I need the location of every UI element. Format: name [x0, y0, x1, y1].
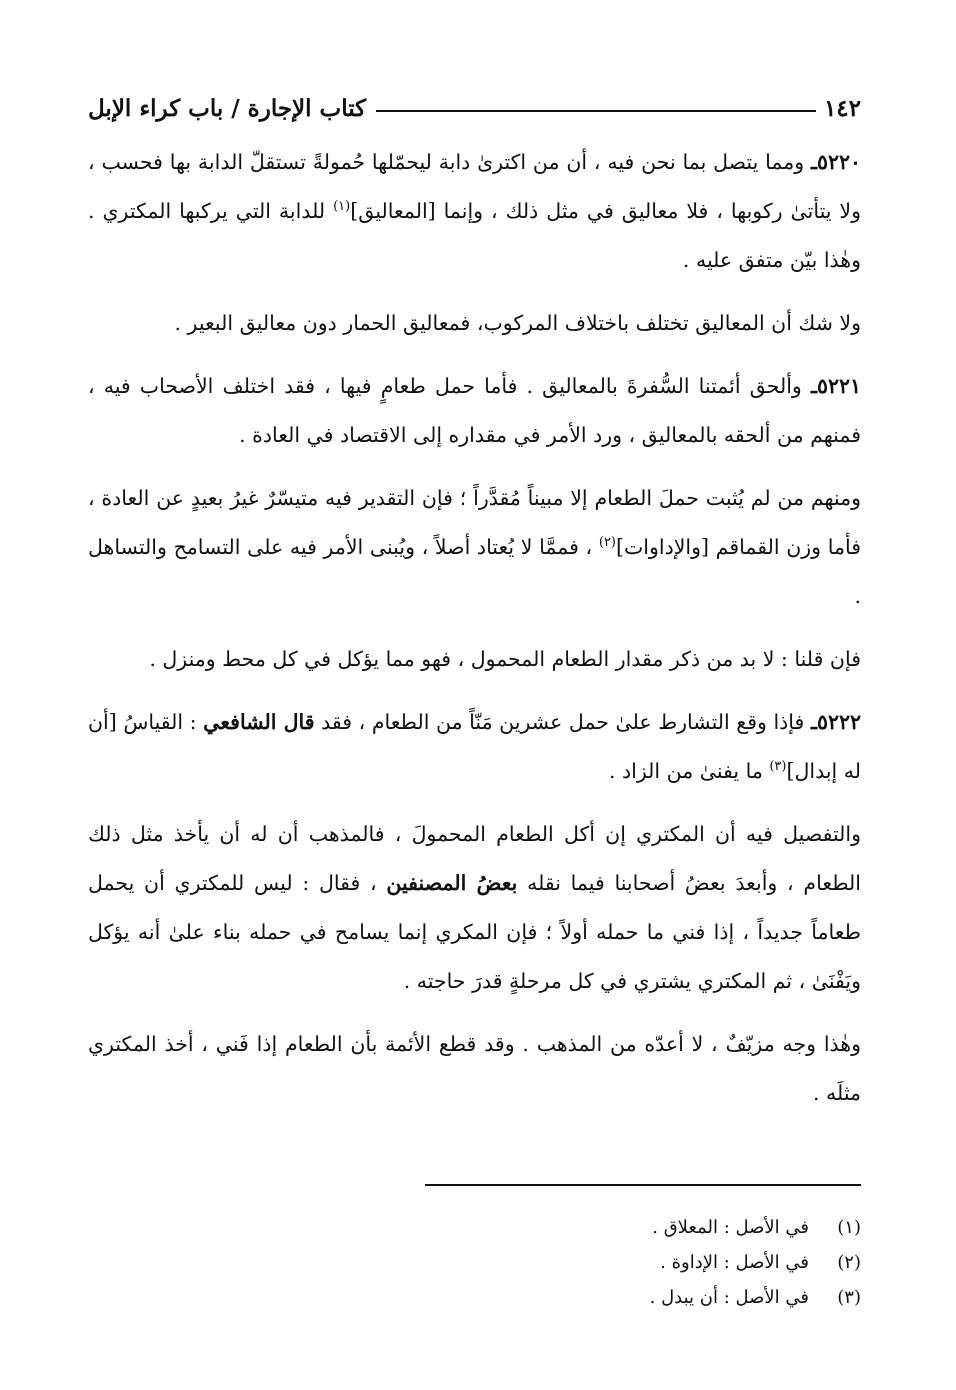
paragraph-text: ، فممَّا لا يُعتاد أصلاً ، ويُبنى الأمر فيه على التسامح والتساهل .: [88, 535, 861, 608]
footnote-ref-3[interactable]: (٣): [769, 759, 787, 775]
paragraph-5221-cont-1: [88, 474, 861, 621]
paragraph-number: ٥٢٢٠ـ: [810, 150, 861, 174]
paragraph-5222-cont-1: [88, 810, 861, 1006]
paragraph-5222: [88, 698, 861, 796]
footnote-number: (٣): [837, 1287, 861, 1308]
footnote-1: [261, 1210, 861, 1245]
page-header: [88, 80, 861, 122]
paragraph-5221-cont-2: [88, 635, 861, 684]
paragraph-text: ما يفنىٰ من الزاد .: [609, 759, 770, 783]
footnote-number: (٢): [837, 1252, 861, 1273]
footnote-number: (١): [837, 1217, 861, 1238]
footnote-text: في الأصل : الإداوة .: [660, 1252, 809, 1273]
footnote-ref-2[interactable]: (٢): [598, 535, 616, 551]
footnote-separator: [425, 1184, 861, 1186]
bold-phrase: قال الشافعي: [203, 710, 315, 734]
paragraph-text: وهٰذا وجه مزيّفٌ ، لا أعدّه من المذهب . وقد قطع الأئمة بأن الطعام إذا فَني ، أخذ المكتري مثلَه .: [88, 1032, 861, 1105]
paragraph-text: فإن قلنا : لا بد من ذكر مقدار الطعام المحمول ، فهو مما يؤكل في كل محط ومنزل .: [149, 647, 861, 671]
bold-phrase: بعضُ المصنفين: [386, 871, 518, 895]
paragraph-number: ٥٢٢١ـ: [810, 374, 861, 398]
paragraph-text: ولا شك أن المعاليق تختلف باختلاف المركوب، فمعاليق الحمار دون معاليق البعير .: [174, 311, 861, 335]
paragraph-5221: [88, 362, 861, 460]
paragraph-5220-cont: [88, 299, 861, 348]
paragraph-text: ومما يتصل بما نحن فيه ، أن من اكترىٰ دابة ليحمّلها حُمولةً تستقلّ الدابة بها فحسب ، ولا يتأتىٰ ركوبها ، فلا معاليق في مثل ذلك ، وإنما [المعاليق]: [88, 150, 862, 223]
footnote-text: في الأصل : المعلاق .: [652, 1217, 809, 1238]
paragraph-text: ومنهم من لم يُثبت حملَ الطعام إلا مبيناً مُقدَّراً ؛ فإن التقدير فيه متيسّرٌ غيرُ بعيدٍ عن العادة ، فأما وزن القماقم [والإداوات]: [88, 486, 862, 559]
body-text: [88, 138, 861, 1118]
footnotes: [261, 1210, 861, 1315]
paragraph-text: وألحق أئمتنا السُّفرةَ بالمعاليق . فأما حمل طعامٍ فيها ، فقد اختلف الأصحاب فيه ، فمنهم من ألحقه بالمعاليق ، ورد الأمر في مقداره إلى الاقتصاد في العادة .: [88, 374, 861, 447]
footnote-3: [261, 1280, 861, 1315]
paragraph-text: ، فقال : ليس للمكتري أن يحمل طعاماً جديداً ، إذا فني ما حمله أولاً ؛ فإن المكري إنما يسامح في حمله بناء علىٰ أنه يؤكل ويَفْنَىٰ ، ثم المكتري يشتري في كل مرحلةٍ قدرَ حاجته .: [88, 871, 861, 993]
footnote-ref-1[interactable]: (١): [333, 199, 351, 215]
paragraph-text: : القياسُ [أن له إبدال]: [88, 710, 861, 783]
paragraph-text: للدابة التي يركبها المكتري . وهٰذا بيّن متفق عليه .: [88, 199, 861, 272]
footnote-text: في الأصل : أن يبدل .: [649, 1287, 809, 1308]
page-number: ١٤٢: [823, 95, 861, 122]
paragraph-number: ٥٢٢٢ـ: [810, 710, 861, 734]
header-rule: [376, 110, 816, 112]
footnote-2: [261, 1245, 861, 1280]
paragraph-text: فإذا وقع التشارط علىٰ حمل عشرين مَنّاً من الطعام ، فقد: [314, 710, 811, 734]
running-title: كتاب الإجارة / باب كراء الإبل: [88, 95, 367, 122]
page: [88, 80, 861, 1132]
paragraph-text: والتفصيل فيه أن المكتري إن أكل الطعام المحمولَ ، فالمذهب أن له أن يأخذ مثل ذلك الطعام ، وأبعدَ بعضُ أصحابنا فيما نقله: [88, 822, 861, 895]
paragraph-5222-cont-2: [88, 1020, 861, 1118]
paragraph-5220: [88, 138, 861, 285]
